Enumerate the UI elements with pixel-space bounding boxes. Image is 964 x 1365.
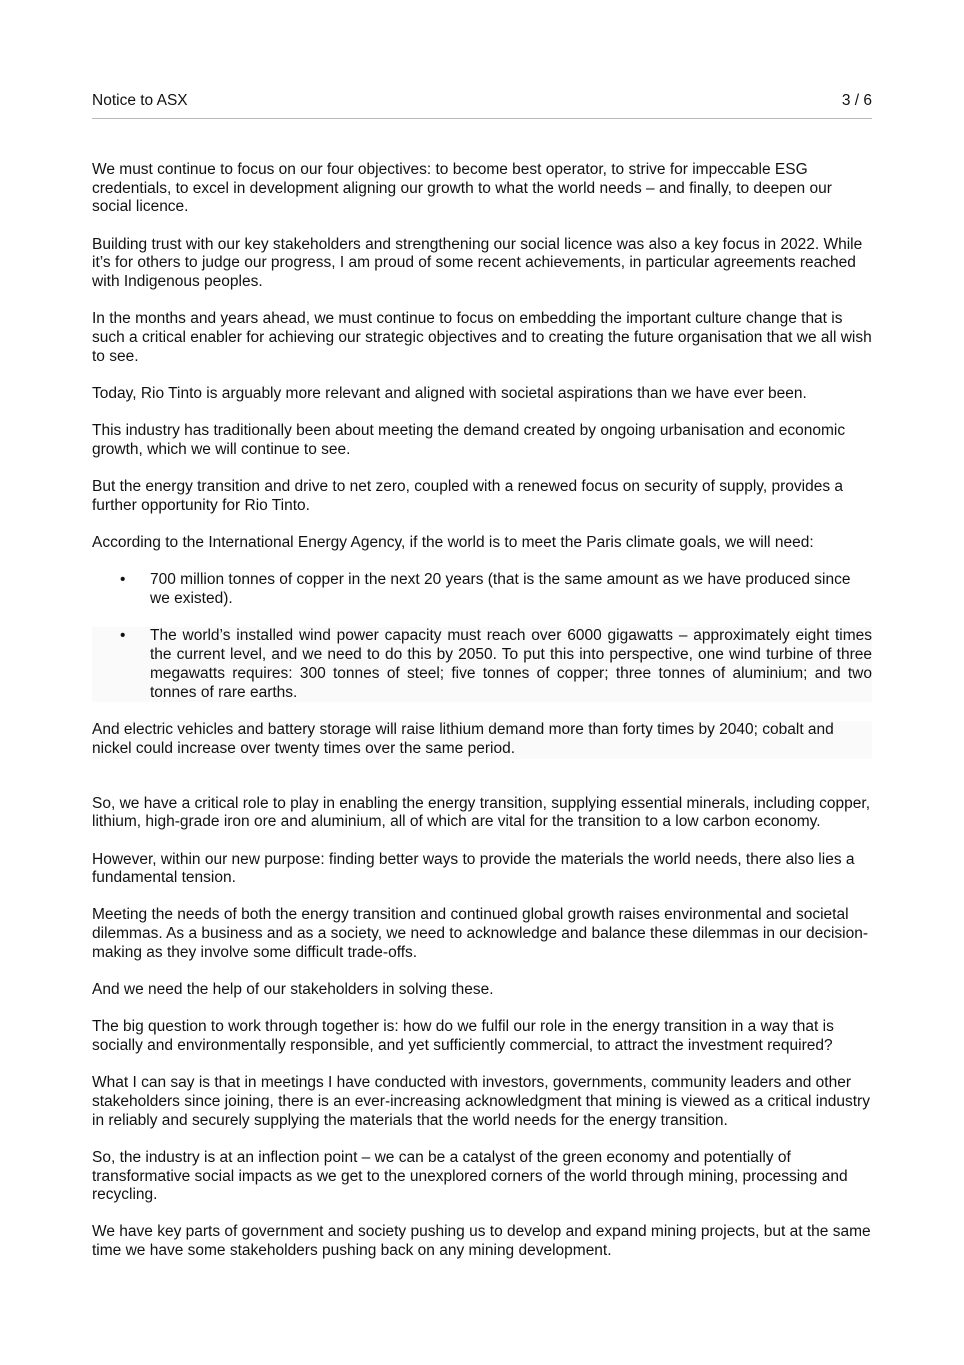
bullet-text: 700 million tonnes of copper in the next 20 years (that is the same amount as we have produced since we existed). [150, 571, 851, 607]
bullet-marker: • [120, 571, 126, 589]
bullet-text: The world’s installed wind power capacity must reach over 6000 gigawatts – approximately eight times the current level, and we need to do this by 2050. To put this into perspective, one wind turbine of three megawatts requires: 300 tonnes of steel; five tonnes of copper; three tonnes of aluminium; and two tonnes of rare earths. [150, 627, 872, 701]
bullet-list [92, 571, 872, 702]
paragraph: We have key parts of government and society pushing us to develop and expand mining projects, but at the same time we have some stakeholders pushing back on any mining development. [92, 1223, 871, 1260]
paragraph: Meeting the needs of both the energy transition and continued global growth raises environmental and societal dilemmas. As a business and as a society, we need to acknowledge and balance these dilemmas in our decision-making as they involve some difficult trade-offs. [92, 906, 869, 961]
page-number: 3 / 6 [841, 92, 872, 109]
paragraph: But the energy transition and drive to net zero, coupled with a renewed focus on security of supply, provides a further opportunity for Rio Tinto. [92, 477, 844, 514]
header-title: Notice to ASX [92, 92, 188, 109]
paragraph: The big question to work through together is: how do we fulfil our role in the energy transition in a way that is socially and environmentally responsible, and yet sufficiently commercial, to attract the investment required? [92, 1018, 834, 1054]
paragraph: So, we have a critical role to play in enabling the energy transition, supplying essential minerals, including copper, lithium, high-grade iron ore and aluminium, all of which are vital for the transition to a low carbon economy. [92, 794, 871, 831]
paragraph: In the months and years ahead, we must continue to focus on embedding the important culture change that is such a critical enabler for achieving our strategic objectives and to creating the future organisation that we all wish to see. [92, 310, 872, 365]
document-body [92, 161, 872, 1279]
bullet-marker: • [120, 627, 126, 645]
paragraph: However, within our new purpose: finding better ways to provide the materials the world needs, there also lies a fundamental tension. [92, 850, 855, 887]
bullet-item [92, 627, 872, 702]
paragraph: So, the industry is at an inflection point – we can be a catalyst of the green economy and potentially of transformative social impacts as we get to the unexplored corners of the world through mining, processing and recycling. [92, 1148, 848, 1204]
paragraph: Building trust with our key stakeholders and strengthening our social licence was also a key focus in 2022. While it’s for others to judge our progress, I am proud of some recent achievements, in particular agreements reached with Indigenous peoples. [92, 235, 863, 291]
paragraph: This industry has traditionally been about meeting the demand created by ongoing urbanisation and economic growth, which we will continue to see. [92, 422, 846, 458]
bullet-item [92, 571, 872, 608]
paragraph: Today, Rio Tinto is arguably more relevant and aligned with societal aspirations than we have ever been. [92, 384, 807, 402]
paragraph: And electric vehicles and battery storage will raise lithium demand more than forty times by 2040; cobalt and nickel could increase over twenty times over the same period. [92, 721, 872, 758]
page-header [92, 92, 872, 119]
paragraph: We must continue to focus on our four objectives: to become best operator, to strive for impeccable ESG credentials, to excel in development aligning our growth to what the world needs – and finally, to deepen our social licence. [92, 161, 832, 216]
paragraph: According to the International Energy Agency, if the world is to meet the Paris climate goals, we will need: [92, 533, 814, 551]
paragraph: What I can say is that in meetings I have conducted with investors, governments, community leaders and other stakeholders since joining, there is an ever-increasing acknowledgment that mining is viewed as a critical industry in reliably and securely supplying the materials that the world needs for the energy transition. [92, 1074, 870, 1129]
paragraph: And we need the help of our stakeholders in solving these. [92, 981, 494, 999]
